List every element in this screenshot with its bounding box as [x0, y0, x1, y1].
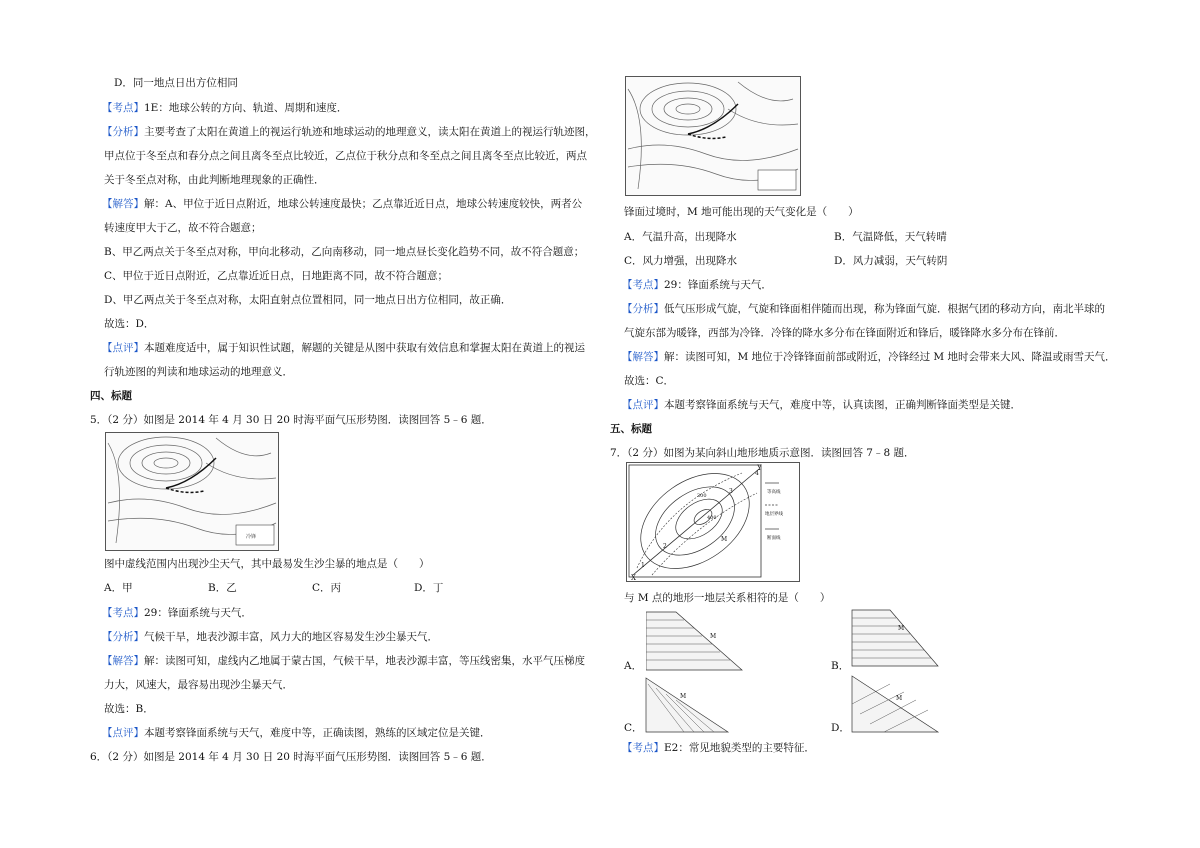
q4-fenxi-3: 关于冬至点对称，由此判断地理现象的正确性． — [104, 174, 325, 186]
jieda-text: 解：读图可知，M 地位于冷锋锋面前部或附近，冷锋经过 M 地时会带来大风、降温或雨雪天气． — [664, 351, 1116, 363]
q5-option-c: C．丙 — [312, 582, 342, 594]
q6-dianping — [622, 398, 1021, 412]
q6-kaodian — [622, 278, 772, 292]
q7-option-d-section — [850, 674, 942, 734]
q4-jieda-3: B、甲乙两点关于冬至点对称，甲向北移动，乙向南移动，同一地点昼长变化趋势不同，故不符合题意； — [104, 246, 585, 258]
q6-option-d: D．风力减弱，天气转阴 — [834, 255, 948, 267]
q4-jieda-2: 转速度甲大于乙，故不符合题意； — [104, 222, 262, 234]
q4-fenxi-1 — [102, 125, 596, 139]
q4-answer: 故选：D． — [104, 318, 155, 330]
kaodian-text: 29：锋面系统与天气． — [144, 607, 252, 619]
fenxi-text: 气候干旱，地表沙源丰富，风力大的地区容易发生沙尘暴天气． — [144, 631, 438, 643]
weather-legend-text: 冷锋 — [246, 534, 257, 540]
map-point-2: 2 — [663, 543, 667, 550]
section-4-heading: 四、标题 — [90, 390, 132, 402]
q5-question: 图中虚线范围内出现沙尘天气，其中最易发生沙尘暴的地点是（ ） — [104, 558, 430, 570]
q6-option-b: B．气温降低，天气转晴 — [834, 231, 947, 243]
fenxi-text: 主要考查了太阳在黄道上的视运行轨迹和地球运动的地理意义，读太阳在黄道上的视运行轨迹图， — [144, 126, 596, 138]
q7-option-a: A． — [624, 660, 643, 672]
q4-dianping-1 — [102, 341, 585, 355]
q6-stem: 6．（2 分）如图是 2014 年 4 月 30 日 20 时海平面气压形势图．读图回答 5﹣6 题． — [90, 751, 492, 763]
dianping-tag: 【点评】 — [102, 342, 144, 354]
kaodian-text: E2：常见地貌类型的主要特征． — [664, 742, 815, 754]
jieda-text: 解：A、甲位于近日点附近，地球公转速度最快；乙点靠近近日点，地球公转速度较快，两者公 — [144, 198, 583, 210]
q6-answer: 故选：C． — [624, 375, 675, 387]
kaodian-tag: 【考点】 — [622, 742, 664, 754]
q7-option-b-section — [850, 608, 940, 668]
jieda-tag: 【解答】 — [102, 198, 144, 210]
dianping-text: 本题考察锋面系统与天气，难度中等，正确读图，熟练的区域定位是关键． — [144, 727, 491, 739]
fenxi-tag: 【分析】 — [102, 631, 144, 643]
weather-map-figure-q6 — [625, 76, 801, 196]
section-m-c: M — [680, 693, 687, 700]
fenxi-tag: 【分析】 — [102, 126, 144, 138]
q4-dianping-2: 行轨迹图的判读和地球运动的地理意义． — [104, 366, 293, 378]
section-m-a: M — [710, 633, 717, 640]
map-point-3: 3 — [729, 488, 733, 495]
weather-map-figure — [105, 432, 279, 551]
kaodian-tag: 【考点】 — [102, 102, 144, 114]
section-m-b: M — [898, 625, 905, 632]
q6-option-c: C．风力增强，出现降水 — [624, 255, 738, 267]
kaodian-tag: 【考点】 — [102, 607, 144, 619]
map-point-m: M — [721, 536, 728, 543]
kaodian-text: 29：锋面系统与天气． — [664, 279, 772, 291]
map-contour-300: 300 — [697, 493, 707, 499]
map-y-label: Y — [757, 464, 762, 472]
q5-option-b: B．乙 — [208, 582, 237, 594]
q4-jieda-4: C、甲位于近日点附近，乙点靠近近日点，日地距离不同，故不符合题意； — [104, 270, 449, 282]
legend-contour: 等高线 — [767, 490, 781, 495]
q7-option-c-section — [644, 676, 734, 734]
q7-question: 与 M 点的地形一地层关系相符的是（ ） — [624, 592, 831, 604]
jieda-tag: 【解答】 — [102, 655, 144, 667]
q7-option-b: B． — [831, 660, 850, 672]
fenxi-tag: 【分析】 — [622, 303, 664, 315]
kaodian-tag: 【考点】 — [622, 279, 664, 291]
q6-fenxi-1 — [622, 302, 1105, 316]
weather-map-svg — [106, 433, 278, 550]
map-point-1: 1 — [641, 562, 645, 569]
dianping-text: 本题考察锋面系统与天气，难度中等，认真读图，正确判断锋面类型是关键． — [664, 399, 1021, 411]
q4-kaodian — [102, 101, 347, 115]
q7-option-c: C． — [624, 722, 643, 734]
dianping-tag: 【点评】 — [622, 399, 664, 411]
legend-strata: 地层界线 — [765, 512, 783, 517]
q6-jieda — [622, 350, 1116, 364]
q5-option-d: D．丁 — [414, 582, 444, 594]
q5-jieda-1 — [102, 654, 585, 668]
map-x-label: X — [631, 574, 636, 581]
q7-option-a-section — [646, 610, 746, 672]
q4-option-d: D．同一地点日出方位相同 — [114, 77, 238, 89]
q7-stem: 7．（2 分）如图为某向斜山地形地质示意图．读图回答 7﹣8 题． — [610, 447, 915, 459]
map-point-4: 4 — [755, 470, 759, 477]
q4-jieda-5: D、甲乙两点关于冬至点对称，太阳直射点位置相同，同一地点日出方位相同，故正确． — [104, 294, 512, 306]
weather-map-svg-q6 — [626, 77, 800, 195]
fenxi-text: 低气压形成气旋，气旋和锋面相伴随而出现，称为锋面气旋．根据气团的移动方向，南北半球的 — [664, 303, 1105, 315]
jieda-text: 解：读图可知，虚线内乙地属于蒙古国，气候干旱，地表沙源丰富，等压线密集，水平气压梯度 — [144, 655, 585, 667]
q6-question: 锋面过境时，M 地可能出现的天气变化是（ ） — [624, 206, 859, 218]
q6-option-a: A．气温升高，出现降水 — [624, 231, 737, 243]
section-m-d: M — [896, 695, 903, 702]
q5-dianping — [102, 726, 491, 740]
jieda-tag: 【解答】 — [622, 351, 664, 363]
q4-fenxi-2: 甲点位于冬至点和春分点之间且离冬至点比较近，乙点位于秋分点和冬至点之间且离冬至点比较近，两点 — [104, 150, 587, 162]
q5-answer: 故选：B． — [104, 703, 154, 715]
syncline-map-figure — [626, 462, 800, 582]
section-5-heading: 五、标题 — [610, 423, 652, 435]
q4-jieda-1 — [102, 197, 582, 211]
q5-option-a: A．甲 — [104, 582, 133, 594]
q6-fenxi-2: 气旋东部为暖锋，西部为冷锋．冷锋的降水多分布在锋面附近和锋后，暖锋降水多分布在锋前． — [624, 327, 1065, 339]
q5-stem: 5．（2 分）如图是 2014 年 4 月 30 日 20 时海平面气压形势图．读图回答 5﹣6 题． — [90, 414, 492, 426]
q5-kaodian — [102, 606, 252, 620]
q7-option-d: D． — [831, 722, 850, 734]
syncline-map-svg — [627, 463, 799, 581]
kaodian-text: 1E：地球公转的方向、轨道、周期和速度． — [144, 102, 348, 114]
map-contour-400: 400 — [707, 515, 717, 521]
q7-kaodian — [622, 741, 815, 755]
legend-slope: 断面线 — [767, 536, 781, 541]
dianping-text: 本题难度适中，属于知识性试题，解题的关键是从图中获取有效信息和掌握太阳在黄道上的视运 — [144, 342, 585, 354]
q5-jieda-2: 力大，风速大，最容易出现沙尘暴天气． — [104, 679, 293, 691]
dianping-tag: 【点评】 — [102, 727, 144, 739]
q5-fenxi — [102, 630, 438, 644]
